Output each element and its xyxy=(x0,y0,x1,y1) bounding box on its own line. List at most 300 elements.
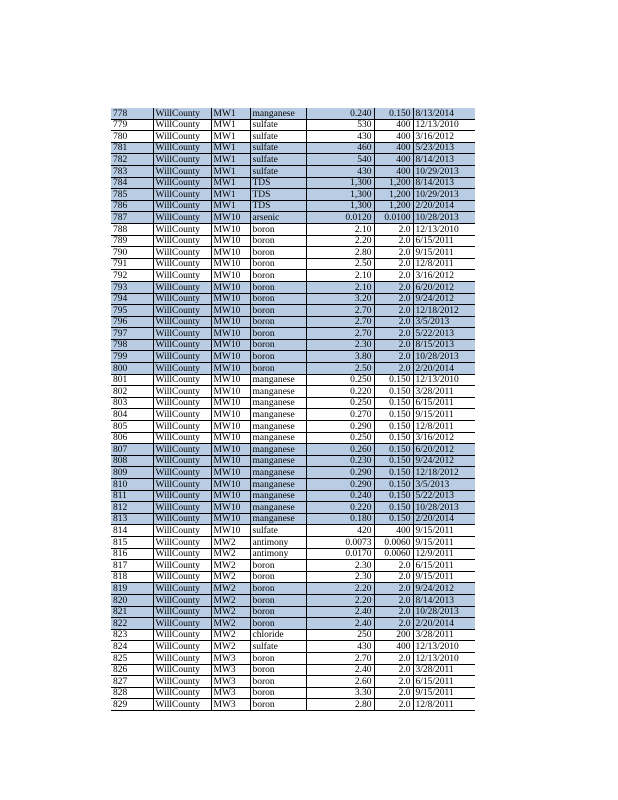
table-row xyxy=(111,374,475,386)
well-id-cell: MW3 xyxy=(211,687,250,699)
well-id-cell: MW10 xyxy=(211,316,250,328)
sample-date-cell: 10/28/2013 xyxy=(413,212,475,224)
analyte-cell: boron xyxy=(250,305,306,317)
analyte-cell: boron xyxy=(250,618,306,630)
result-value-cell: 3.30 xyxy=(306,687,374,699)
sample-date-cell: 9/24/2012 xyxy=(413,293,475,305)
well-id-cell: MW2 xyxy=(211,629,250,641)
table-row xyxy=(111,397,475,409)
well-id-cell: MW10 xyxy=(211,374,250,386)
well-id-cell: MW10 xyxy=(211,421,250,433)
analyte-cell: manganese xyxy=(250,455,306,467)
table-row xyxy=(111,108,475,119)
county-cell: WillCounty xyxy=(153,131,211,143)
county-cell: WillCounty xyxy=(153,339,211,351)
table-row xyxy=(111,409,475,421)
well-id-cell: MW10 xyxy=(211,247,250,259)
table-row xyxy=(111,548,475,560)
sample-date-cell: 8/14/2013 xyxy=(413,177,475,189)
well-id-cell: MW1 xyxy=(211,142,250,154)
table-row xyxy=(111,467,475,479)
row-number-cell: 826 xyxy=(111,664,153,676)
standard-limit-cell: 0.150 xyxy=(374,455,413,467)
table-row xyxy=(111,142,475,154)
county-cell: WillCounty xyxy=(153,571,211,583)
sample-date-cell: 9/15/2011 xyxy=(413,571,475,583)
result-value-cell: 0.0120 xyxy=(306,212,374,224)
analyte-cell: boron xyxy=(250,699,306,711)
analyte-cell: boron xyxy=(250,247,306,259)
standard-limit-cell: 2.0 xyxy=(374,618,413,630)
well-id-cell: MW10 xyxy=(211,293,250,305)
result-value-cell: 420 xyxy=(306,525,374,537)
table-row xyxy=(111,212,475,224)
sample-date-cell: 12/8/2011 xyxy=(413,258,475,270)
well-id-cell: MW2 xyxy=(211,606,250,618)
sample-date-cell: 2/20/2014 xyxy=(413,618,475,630)
table-row xyxy=(111,270,475,282)
row-number-cell: 779 xyxy=(111,119,153,131)
row-number-cell: 784 xyxy=(111,177,153,189)
well-id-cell: MW10 xyxy=(211,258,250,270)
analyte-cell: chloride xyxy=(250,629,306,641)
result-value-cell: 2.20 xyxy=(306,594,374,606)
well-id-cell: MW10 xyxy=(211,339,250,351)
row-number-cell: 815 xyxy=(111,536,153,548)
county-cell: WillCounty xyxy=(153,548,211,560)
standard-limit-cell: 0.0060 xyxy=(374,548,413,560)
table-row xyxy=(111,629,475,641)
analyte-cell: boron xyxy=(250,258,306,270)
result-value-cell: 1,300 xyxy=(306,189,374,201)
well-id-cell: MW10 xyxy=(211,467,250,479)
standard-limit-cell: 2.0 xyxy=(374,316,413,328)
standard-limit-cell: 400 xyxy=(374,131,413,143)
result-value-cell: 2.40 xyxy=(306,618,374,630)
county-cell: WillCounty xyxy=(153,397,211,409)
table-row xyxy=(111,316,475,328)
county-cell: WillCounty xyxy=(153,432,211,444)
result-value-cell: 2.30 xyxy=(306,571,374,583)
analyte-cell: boron xyxy=(250,676,306,688)
table-row xyxy=(111,200,475,212)
sample-date-cell: 8/13/2014 xyxy=(413,108,475,119)
result-value-cell: 540 xyxy=(306,154,374,166)
sample-date-cell: 10/29/2013 xyxy=(413,189,475,201)
table-row xyxy=(111,455,475,467)
county-cell: WillCounty xyxy=(153,223,211,235)
result-value-cell: 0.260 xyxy=(306,444,374,456)
analyte-cell: boron xyxy=(250,328,306,340)
county-cell: WillCounty xyxy=(153,467,211,479)
county-cell: WillCounty xyxy=(153,409,211,421)
row-number-cell: 800 xyxy=(111,363,153,375)
analyte-cell: manganese xyxy=(250,444,306,456)
well-id-cell: MW10 xyxy=(211,235,250,247)
analyte-cell: boron xyxy=(250,316,306,328)
analyte-cell: manganese xyxy=(250,432,306,444)
result-value-cell: 0.290 xyxy=(306,467,374,479)
well-id-cell: MW1 xyxy=(211,108,250,119)
table-row xyxy=(111,571,475,583)
row-number-cell: 820 xyxy=(111,594,153,606)
analyte-cell: manganese xyxy=(250,397,306,409)
table-row xyxy=(111,386,475,398)
table-row xyxy=(111,490,475,502)
table-row xyxy=(111,119,475,131)
standard-limit-cell: 0.0060 xyxy=(374,536,413,548)
table-row xyxy=(111,687,475,699)
row-number-cell: 825 xyxy=(111,652,153,664)
analyte-cell: manganese xyxy=(250,467,306,479)
county-cell: WillCounty xyxy=(153,525,211,537)
county-cell: WillCounty xyxy=(153,281,211,293)
analyte-cell: manganese xyxy=(250,108,306,119)
standard-limit-cell: 2.0 xyxy=(374,363,413,375)
row-number-cell: 797 xyxy=(111,328,153,340)
row-number-cell: 793 xyxy=(111,281,153,293)
result-value-cell: 430 xyxy=(306,131,374,143)
analyte-cell: boron xyxy=(250,606,306,618)
table-row xyxy=(111,223,475,235)
result-value-cell: 460 xyxy=(306,142,374,154)
county-cell: WillCounty xyxy=(153,247,211,259)
row-number-cell: 781 xyxy=(111,142,153,154)
well-id-cell: MW3 xyxy=(211,664,250,676)
result-value-cell: 3.80 xyxy=(306,351,374,363)
result-value-cell: 0.250 xyxy=(306,432,374,444)
well-id-cell: MW10 xyxy=(211,397,250,409)
county-cell: WillCounty xyxy=(153,490,211,502)
analyte-cell: boron xyxy=(250,351,306,363)
standard-limit-cell: 2.0 xyxy=(374,571,413,583)
result-value-cell: 2.50 xyxy=(306,363,374,375)
row-number-cell: 811 xyxy=(111,490,153,502)
county-cell: WillCounty xyxy=(153,536,211,548)
analyte-cell: manganese xyxy=(250,502,306,514)
sample-date-cell: 3/5/2013 xyxy=(413,316,475,328)
row-number-cell: 806 xyxy=(111,432,153,444)
row-number-cell: 819 xyxy=(111,583,153,595)
row-number-cell: 809 xyxy=(111,467,153,479)
row-number-cell: 813 xyxy=(111,513,153,525)
sample-date-cell: 10/28/2013 xyxy=(413,606,475,618)
well-id-cell: MW10 xyxy=(211,270,250,282)
sample-date-cell: 12/13/2010 xyxy=(413,641,475,653)
row-number-cell: 778 xyxy=(111,108,153,119)
analyte-cell: manganese xyxy=(250,490,306,502)
result-value-cell: 0.230 xyxy=(306,455,374,467)
well-id-cell: MW1 xyxy=(211,131,250,143)
county-cell: WillCounty xyxy=(153,618,211,630)
county-cell: WillCounty xyxy=(153,502,211,514)
county-cell: WillCounty xyxy=(153,142,211,154)
sample-date-cell: 12/18/2012 xyxy=(413,305,475,317)
sample-date-cell: 6/20/2012 xyxy=(413,281,475,293)
result-value-cell: 430 xyxy=(306,641,374,653)
analyte-cell: boron xyxy=(250,223,306,235)
standard-limit-cell: 2.0 xyxy=(374,328,413,340)
result-value-cell: 2.40 xyxy=(306,664,374,676)
sample-date-cell: 12/13/2010 xyxy=(413,223,475,235)
table-row xyxy=(111,154,475,166)
table-row xyxy=(111,664,475,676)
row-number-cell: 787 xyxy=(111,212,153,224)
row-number-cell: 786 xyxy=(111,200,153,212)
table-row xyxy=(111,351,475,363)
standard-limit-cell: 0.150 xyxy=(374,386,413,398)
well-id-cell: MW10 xyxy=(211,386,250,398)
county-cell: WillCounty xyxy=(153,165,211,177)
standard-limit-cell: 2.0 xyxy=(374,583,413,595)
standard-limit-cell: 400 xyxy=(374,165,413,177)
county-cell: WillCounty xyxy=(153,455,211,467)
standard-limit-cell: 2.0 xyxy=(374,339,413,351)
well-id-cell: MW10 xyxy=(211,444,250,456)
sample-date-cell: 2/20/2014 xyxy=(413,200,475,212)
well-id-cell: MW10 xyxy=(211,223,250,235)
analyte-cell: manganese xyxy=(250,386,306,398)
well-id-cell: MW10 xyxy=(211,525,250,537)
analyte-cell: boron xyxy=(250,583,306,595)
standard-limit-cell: 0.150 xyxy=(374,513,413,525)
sample-date-cell: 3/16/2012 xyxy=(413,432,475,444)
result-value-cell: 2.70 xyxy=(306,316,374,328)
row-number-cell: 803 xyxy=(111,397,153,409)
standard-limit-cell: 2.0 xyxy=(374,281,413,293)
well-id-cell: MW2 xyxy=(211,618,250,630)
well-id-cell: MW10 xyxy=(211,513,250,525)
analyte-cell: sulfate xyxy=(250,131,306,143)
well-id-cell: MW10 xyxy=(211,305,250,317)
analyte-cell: boron xyxy=(250,293,306,305)
well-id-cell: MW1 xyxy=(211,154,250,166)
county-cell: WillCounty xyxy=(153,374,211,386)
analyte-cell: manganese xyxy=(250,421,306,433)
standard-limit-cell: 2.0 xyxy=(374,258,413,270)
county-cell: WillCounty xyxy=(153,699,211,711)
standard-limit-cell: 400 xyxy=(374,641,413,653)
row-number-cell: 805 xyxy=(111,421,153,433)
row-number-cell: 818 xyxy=(111,571,153,583)
sample-date-cell: 12/13/2010 xyxy=(413,119,475,131)
row-number-cell: 810 xyxy=(111,479,153,491)
county-cell: WillCounty xyxy=(153,258,211,270)
table-row xyxy=(111,525,475,537)
analyte-cell: TDS xyxy=(250,200,306,212)
result-value-cell: 2.40 xyxy=(306,606,374,618)
standard-limit-cell: 0.0100 xyxy=(374,212,413,224)
sample-date-cell: 12/8/2011 xyxy=(413,699,475,711)
row-number-cell: 789 xyxy=(111,235,153,247)
sample-date-cell: 6/20/2012 xyxy=(413,444,475,456)
result-value-cell: 0.240 xyxy=(306,108,374,119)
standard-limit-cell: 2.0 xyxy=(374,594,413,606)
analyte-cell: sulfate xyxy=(250,165,306,177)
well-id-cell: MW2 xyxy=(211,560,250,572)
result-value-cell: 2.70 xyxy=(306,652,374,664)
standard-limit-cell: 2.0 xyxy=(374,223,413,235)
sample-date-cell: 12/9/2011 xyxy=(413,548,475,560)
table-row xyxy=(111,594,475,606)
analyte-cell: TDS xyxy=(250,189,306,201)
well-id-cell: MW3 xyxy=(211,652,250,664)
standard-limit-cell: 2.0 xyxy=(374,235,413,247)
row-number-cell: 801 xyxy=(111,374,153,386)
table-row xyxy=(111,165,475,177)
row-number-cell: 788 xyxy=(111,223,153,235)
analyte-cell: boron xyxy=(250,571,306,583)
row-number-cell: 804 xyxy=(111,409,153,421)
result-value-cell: 2.80 xyxy=(306,247,374,259)
sample-date-cell: 9/24/2012 xyxy=(413,583,475,595)
table-row xyxy=(111,432,475,444)
result-value-cell: 1,300 xyxy=(306,200,374,212)
well-id-cell: MW10 xyxy=(211,432,250,444)
sample-date-cell: 9/15/2011 xyxy=(413,409,475,421)
county-cell: WillCounty xyxy=(153,444,211,456)
table-row xyxy=(111,258,475,270)
row-number-cell: 780 xyxy=(111,131,153,143)
standard-limit-cell: 0.150 xyxy=(374,502,413,514)
standard-limit-cell: 0.150 xyxy=(374,490,413,502)
row-number-cell: 785 xyxy=(111,189,153,201)
analyte-cell: boron xyxy=(250,339,306,351)
standard-limit-cell: 0.150 xyxy=(374,444,413,456)
sample-date-cell: 8/14/2013 xyxy=(413,154,475,166)
result-value-cell: 2.30 xyxy=(306,339,374,351)
standard-limit-cell: 2.0 xyxy=(374,293,413,305)
standard-limit-cell: 2.0 xyxy=(374,351,413,363)
result-value-cell: 2.10 xyxy=(306,281,374,293)
table-row xyxy=(111,339,475,351)
result-value-cell: 2.20 xyxy=(306,583,374,595)
county-cell: WillCounty xyxy=(153,200,211,212)
well-id-cell: MW1 xyxy=(211,119,250,131)
result-value-cell: 0.290 xyxy=(306,421,374,433)
well-id-cell: MW2 xyxy=(211,594,250,606)
data-table xyxy=(111,108,475,711)
standard-limit-cell: 400 xyxy=(374,154,413,166)
county-cell: WillCounty xyxy=(153,351,211,363)
well-id-cell: MW1 xyxy=(211,189,250,201)
result-value-cell: 1,300 xyxy=(306,177,374,189)
sample-date-cell: 12/13/2010 xyxy=(413,374,475,386)
row-number-cell: 816 xyxy=(111,548,153,560)
row-number-cell: 807 xyxy=(111,444,153,456)
county-cell: WillCounty xyxy=(153,652,211,664)
row-number-cell: 794 xyxy=(111,293,153,305)
result-value-cell: 0.220 xyxy=(306,386,374,398)
table-body xyxy=(111,108,475,710)
sample-date-cell: 3/28/2011 xyxy=(413,629,475,641)
table-row xyxy=(111,652,475,664)
analyte-cell: manganese xyxy=(250,409,306,421)
county-cell: WillCounty xyxy=(153,583,211,595)
well-id-cell: MW10 xyxy=(211,281,250,293)
well-id-cell: MW10 xyxy=(211,490,250,502)
analyte-cell: antimony xyxy=(250,536,306,548)
analyte-cell: TDS xyxy=(250,177,306,189)
table-row xyxy=(111,583,475,595)
table-row xyxy=(111,421,475,433)
county-cell: WillCounty xyxy=(153,629,211,641)
sample-date-cell: 9/15/2011 xyxy=(413,525,475,537)
result-value-cell: 2.10 xyxy=(306,270,374,282)
result-value-cell: 2.60 xyxy=(306,676,374,688)
well-id-cell: MW1 xyxy=(211,165,250,177)
standard-limit-cell: 2.0 xyxy=(374,606,413,618)
analyte-cell: sulfate xyxy=(250,154,306,166)
sample-date-cell: 5/23/2013 xyxy=(413,142,475,154)
analyte-cell: sulfate xyxy=(250,525,306,537)
well-id-cell: MW10 xyxy=(211,351,250,363)
standard-limit-cell: 2.0 xyxy=(374,664,413,676)
analyte-cell: manganese xyxy=(250,513,306,525)
county-cell: WillCounty xyxy=(153,328,211,340)
row-number-cell: 796 xyxy=(111,316,153,328)
sample-date-cell: 8/14/2013 xyxy=(413,594,475,606)
county-cell: WillCounty xyxy=(153,189,211,201)
sample-date-cell: 8/15/2013 xyxy=(413,339,475,351)
well-id-cell: MW10 xyxy=(211,328,250,340)
standard-limit-cell: 200 xyxy=(374,629,413,641)
standard-limit-cell: 0.150 xyxy=(374,409,413,421)
row-number-cell: 782 xyxy=(111,154,153,166)
table-row xyxy=(111,235,475,247)
result-value-cell: 0.290 xyxy=(306,479,374,491)
sample-date-cell: 5/22/2013 xyxy=(413,490,475,502)
sample-date-cell: 6/15/2011 xyxy=(413,560,475,572)
sample-date-cell: 9/15/2011 xyxy=(413,247,475,259)
result-value-cell: 0.220 xyxy=(306,502,374,514)
row-number-cell: 802 xyxy=(111,386,153,398)
county-cell: WillCounty xyxy=(153,316,211,328)
row-number-cell: 829 xyxy=(111,699,153,711)
standard-limit-cell: 2.0 xyxy=(374,652,413,664)
result-value-cell: 0.240 xyxy=(306,490,374,502)
row-number-cell: 828 xyxy=(111,687,153,699)
standard-limit-cell: 400 xyxy=(374,525,413,537)
result-value-cell: 2.10 xyxy=(306,223,374,235)
well-id-cell: MW3 xyxy=(211,699,250,711)
table-row xyxy=(111,131,475,143)
county-cell: WillCounty xyxy=(153,606,211,618)
table-row xyxy=(111,699,475,711)
county-cell: WillCounty xyxy=(153,293,211,305)
result-value-cell: 3.20 xyxy=(306,293,374,305)
row-number-cell: 798 xyxy=(111,339,153,351)
row-number-cell: 827 xyxy=(111,676,153,688)
row-number-cell: 822 xyxy=(111,618,153,630)
table-row xyxy=(111,641,475,653)
table-row xyxy=(111,189,475,201)
row-number-cell: 812 xyxy=(111,502,153,514)
county-cell: WillCounty xyxy=(153,212,211,224)
standard-limit-cell: 0.150 xyxy=(374,374,413,386)
sample-date-cell: 3/28/2011 xyxy=(413,664,475,676)
table-row xyxy=(111,502,475,514)
county-cell: WillCounty xyxy=(153,479,211,491)
row-number-cell: 808 xyxy=(111,455,153,467)
sample-date-cell: 9/15/2011 xyxy=(413,536,475,548)
county-cell: WillCounty xyxy=(153,513,211,525)
well-id-cell: MW10 xyxy=(211,502,250,514)
result-value-cell: 2.70 xyxy=(306,328,374,340)
county-cell: WillCounty xyxy=(153,687,211,699)
sample-date-cell: 2/20/2014 xyxy=(413,513,475,525)
sample-date-cell: 9/15/2011 xyxy=(413,687,475,699)
